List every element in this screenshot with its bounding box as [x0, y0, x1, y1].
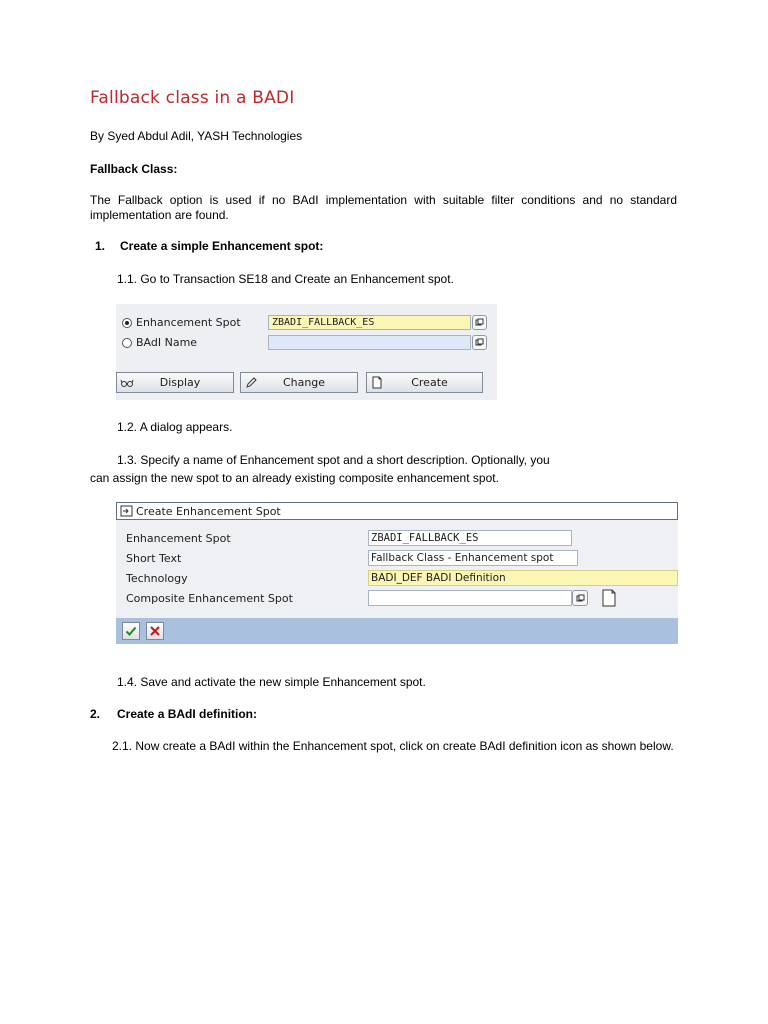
close-icon — [149, 625, 161, 637]
radio-selected-icon — [122, 318, 132, 328]
radio-enhancement-spot-label: Enhancement Spot — [136, 316, 241, 329]
cancel-button[interactable] — [146, 622, 164, 640]
dialog-footer — [116, 618, 678, 644]
dialog-window-icon — [120, 505, 134, 517]
value-help-icon — [475, 338, 484, 347]
radio-unselected-icon — [122, 338, 132, 348]
se18-screenshot — [116, 304, 497, 400]
badi-name-value-help[interactable] — [472, 335, 487, 350]
step1-2-text: 1.2. A dialog appears. — [117, 420, 233, 434]
document-title: Fallback class in a BADI — [90, 88, 295, 108]
step1-3-text-line2: can assign the new spot to an already existing composite enhancement spot. — [90, 471, 499, 485]
enhancement-spot-value-help[interactable] — [472, 315, 487, 330]
intro-paragraph: The Fallback option is used if no BAdI implementation with suitable filter conditions and no standard implementation are found. — [90, 193, 677, 222]
step2-number: 2. — [90, 707, 101, 721]
enhancement-spot-input[interactable]: ZBADI_FALLBACK_ES — [268, 315, 471, 330]
step1-1-text: 1.1. Go to Transaction SE18 and Create an Enhancement spot. — [117, 272, 454, 286]
field-label-technology: Technology — [126, 572, 188, 585]
short-text-field[interactable]: Fallback Class - Enhancement spot — [368, 550, 578, 566]
dialog-title: Create Enhancement Spot — [136, 504, 281, 518]
radio-enhancement-spot[interactable] — [122, 316, 241, 329]
byline: By Syed Abdul Adil, YASH Technologies — [90, 129, 303, 143]
new-document-icon — [600, 589, 618, 607]
step2-1-text: 2.1. Now create a BAdI within the Enhancement spot, click on create BAdI definition icon as shown below. — [112, 739, 674, 753]
enhancement-spot-field[interactable]: ZBADI_FALLBACK_ES — [368, 530, 572, 546]
step1-4-text: 1.4. Save and activate the new simple Enhancement spot. — [117, 675, 426, 689]
create-button-label: Create — [411, 376, 448, 389]
step2-heading: Create a BAdI definition: — [117, 707, 258, 721]
field-label-enhancement-spot: Enhancement Spot — [126, 532, 231, 545]
section-heading: Fallback Class: — [90, 162, 178, 176]
radio-badi-name[interactable] — [122, 336, 197, 349]
dialog-title-bar — [116, 502, 678, 520]
value-help-icon — [576, 594, 585, 603]
pencil-icon — [243, 375, 259, 391]
step1-3-text-line1: 1.3. Specify a name of Enhancement spot and a short description. Optionally, you — [117, 453, 550, 467]
glasses-icon — [119, 375, 135, 391]
composite-spot-value-help[interactable] — [572, 590, 588, 606]
create-composite-spot-button[interactable] — [600, 589, 618, 607]
value-help-icon — [475, 318, 484, 327]
change-button[interactable] — [240, 372, 358, 393]
checkmark-icon — [125, 625, 137, 637]
change-button-label: Change — [282, 376, 326, 389]
create-enhancement-spot-dialog — [116, 502, 678, 644]
badi-name-input[interactable] — [268, 335, 471, 350]
composite-enhancement-spot-field[interactable] — [368, 590, 572, 606]
create-button[interactable] — [366, 372, 483, 393]
radio-badi-name-label: BAdI Name — [136, 336, 198, 349]
step1-heading: Create a simple Enhancement spot: — [120, 239, 324, 253]
field-label-composite-enhancement-spot: Composite Enhancement Spot — [126, 592, 293, 605]
technology-field[interactable]: BADI_DEF BADI Definition — [368, 570, 678, 586]
confirm-button[interactable] — [122, 622, 140, 640]
new-document-icon — [369, 375, 385, 391]
display-button-label: Display — [159, 376, 201, 389]
field-label-short-text: Short Text — [126, 552, 182, 565]
display-button[interactable] — [116, 372, 234, 393]
step1-number: 1. — [95, 239, 106, 253]
